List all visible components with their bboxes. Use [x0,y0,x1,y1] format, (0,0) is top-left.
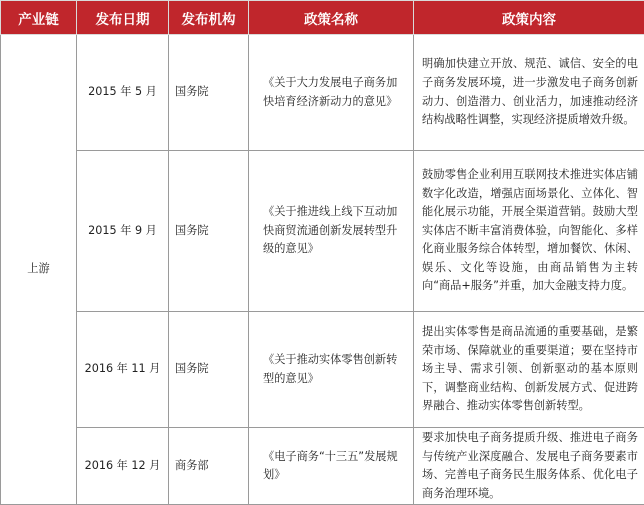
policy-content-cell: 明确加快建立开放、规范、诚信、安全的电子商务发展环境，进一步激发电子商务创新动力、创造潜力、创业活力，加速推动经济结构战略性调整，实现经济提质增效升级。 [414,35,644,151]
header-industry-chain: 产业链 [1,1,77,35]
table-row [1,312,644,428]
agency-cell: 商务部 [169,428,249,505]
policy-content-cell: 要求加快电子商务提质升级、推进电子商务与传统产业深度融合、发展电子商务要素市场、完善电子商务民生服务体系、优化电子商务治理环境。 [414,428,644,505]
header-row [1,1,644,35]
agency-cell: 国务院 [169,312,249,428]
policy-content-cell: 鼓励零售企业利用互联网技术推进实体店铺数字化改造，增强店面场景化、立体化、智能化展示功能，开展全渠道营销。鼓励大型实体店不断丰富消费体验，向智能化、多样化商业服务综合体转型，增加餐饮、休闲、娱乐、文化等设施，由商品销售为主转向“商品+服务”并重，加大金融支持力度。 [414,151,644,312]
release-date-cell: 2016 年 11 月 [77,312,169,428]
header-agency: 发布机构 [169,1,249,35]
release-date-cell: 2015 年 9 月 [77,151,169,312]
policy-name-cell: 《关于大力发展电子商务加快培育经济新动力的意见》 [249,35,414,151]
agency-cell: 国务院 [169,35,249,151]
table-row [1,428,644,505]
industry-segment-cell: 上游 [1,35,77,505]
header-policy-name: 政策名称 [249,1,414,35]
header-policy-content: 政策内容 [414,1,644,35]
agency-cell: 国务院 [169,151,249,312]
table-row [1,151,644,312]
release-date-cell: 2015 年 5 月 [77,35,169,151]
policy-name-cell: 《关于推进线上线下互动加快商贸流通创新发展转型升级的意见》 [249,151,414,312]
policy-name-cell: 《关于推动实体零售创新转型的意见》 [249,312,414,428]
release-date-cell: 2016 年 12 月 [77,428,169,505]
policy-content-cell: 提出实体零售是商品流通的重要基础，是繁荣市场、保障就业的重要渠道；要在坚持市场主导、需求引领、创新驱动的基本原则下，调整商业结构、创新发展方式、促进跨界融合、推动实体零售创新转型。 [414,312,644,428]
table-row [1,35,644,151]
header-release-date: 发布日期 [77,1,169,35]
policy-name-cell: 《电子商务“十三五”发展规划》 [249,428,414,505]
